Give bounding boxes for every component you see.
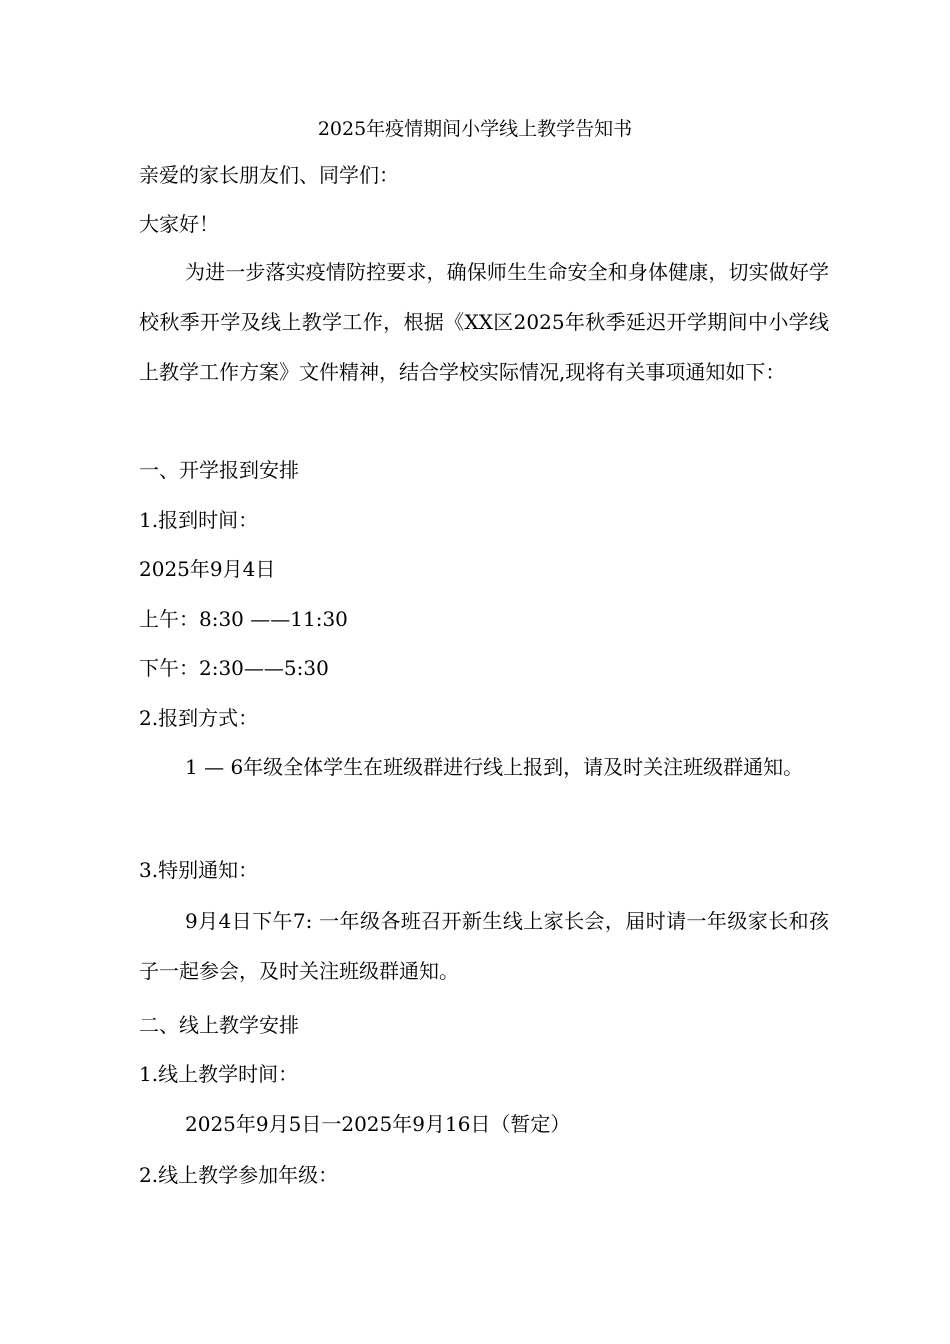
teaching-period: 2025年9月5日一2025年9月16日（暂定）	[185, 1112, 571, 1136]
section1-item3-label: 3.特别通知：	[139, 858, 259, 882]
report-afternoon: 下午：2:30——5:30	[139, 656, 329, 680]
document-title: 2025年疫情期间小学线上教学告知书	[317, 118, 633, 140]
greeting: 亲爱的家长朋友们、同学们：	[139, 163, 399, 187]
report-date: 2025年9月4日	[139, 557, 276, 581]
section1-item1-label: 1.报到时间：	[139, 508, 259, 532]
section1-heading: 一、开学报到安排	[139, 458, 299, 482]
intro-paragraph: 为进一步落实疫情防控要求，确保师生生命安全和身体健康，切实做好学校秋季开学及线上教学工作，根据《XX区2025年秋季延迟开学期间中小学线上教学工作方案》文件精神，结合学校实际情况,现将有关事项通知如下：	[139, 260, 829, 384]
report-method-paragraph: 1 — 6年级全体学生在班级群进行线上报到，请及时关注班级群通知。	[185, 755, 804, 779]
report-morning: 上午：8:30 ——11:30	[139, 607, 348, 631]
section2-heading: 二、线上教学安排	[139, 1013, 299, 1037]
section2-item2-label: 2.线上教学参加年级：	[139, 1163, 339, 1187]
section2-item1-label: 1.线上教学时间：	[139, 1062, 299, 1086]
special-notice-paragraph: 9月4日下午7: 一年级各班召开新生线上家长会，届时请一年级家长和孩子一起参会，及时关注班级群通知。	[139, 909, 829, 983]
section1-item2-label: 2.报到方式：	[139, 706, 259, 730]
hello: 大家好！	[139, 212, 219, 236]
